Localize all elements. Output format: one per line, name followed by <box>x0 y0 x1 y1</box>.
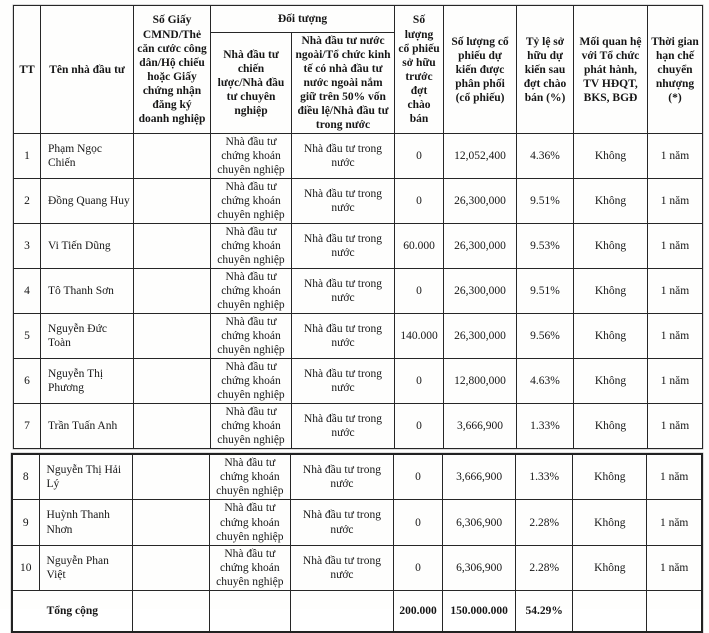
header-ownership-after: Tỷ lệ sở hữu dự kiến sau đợt chào bán (%) <box>517 6 574 134</box>
cell-investor-name: Vi Tiến Dũng <box>41 224 134 269</box>
header-investor-name: Tên nhà đầu tư <box>41 6 134 134</box>
total-row <box>12 590 702 632</box>
cell-foreign-domestic: Nhà đầu tư trong nước <box>292 134 395 179</box>
cell-relationship: Không <box>573 500 647 545</box>
cell-shares-before: 0 <box>395 134 444 179</box>
cell-ownership-after: 9.51% <box>517 269 574 314</box>
header-shares-before: Số lượng cổ phiếu sở hữu trước đợt chào bán <box>395 6 444 134</box>
cell-investor-type: Nhà đầu tư chứng khoán chuyên nghiệp <box>211 269 292 314</box>
cell-relationship: Không <box>574 179 648 224</box>
cell-shares-distributed: 26,300,000 <box>444 224 517 269</box>
cell-investor-name: Đồng Quang Huy <box>41 179 134 224</box>
cell-shares-distributed: 6,306,900 <box>443 545 516 590</box>
cell-shares-before: 60.000 <box>395 224 444 269</box>
total-label: Tổng cộng <box>12 590 132 632</box>
cell-id-document <box>132 454 209 500</box>
cell-shares-before: 0 <box>395 179 444 224</box>
header-foreign-domestic: Nhà đầu tư nước ngoài/Tổ chức kinh tế có nhà đầu tư nước ngoài nắm giữ trên 50% vốn điều lệ/Nhà đầu tư trong nước <box>292 33 395 134</box>
total-ownership-after: 54.29% <box>516 590 573 632</box>
investor-row <box>12 500 702 545</box>
cell-investor-name: Huỳnh Thanh Nhơn <box>39 500 132 545</box>
cell-ownership-after: 9.56% <box>517 314 574 359</box>
cell-investor-name: Nguyễn Phan Việt <box>39 545 132 590</box>
cell-lockup-period: 1 năm <box>648 314 703 359</box>
cell-ownership-after: 4.63% <box>517 359 574 404</box>
cell-lockup-period: 1 năm <box>648 404 703 449</box>
investor-row <box>14 314 703 359</box>
cell-shares-before: 0 <box>395 404 444 449</box>
cell-lockup-period: 1 năm <box>648 269 703 314</box>
total-relationship-empty <box>573 590 647 632</box>
cell-investor-type: Nhà đầu tư chứng khoán chuyên nghiệp <box>209 545 290 590</box>
cell-row-number: 4 <box>14 269 41 314</box>
cell-relationship: Không <box>573 454 647 500</box>
cell-ownership-after: 2.28% <box>516 545 573 590</box>
cell-row-number: 9 <box>12 500 39 545</box>
cell-investor-name: Phạm Ngọc Chiến <box>41 134 134 179</box>
cell-lockup-period: 1 năm <box>648 224 703 269</box>
table-footer <box>12 590 702 632</box>
cell-id-document <box>134 314 211 359</box>
cell-relationship: Không <box>574 224 648 269</box>
cell-relationship: Không <box>574 314 648 359</box>
cell-foreign-domestic: Nhà đầu tư trong nước <box>292 404 395 449</box>
investor-row <box>14 134 703 179</box>
cell-lockup-period: 1 năm <box>648 179 703 224</box>
investor-row <box>14 269 703 314</box>
investor-table-page1 <box>13 5 703 449</box>
cell-row-number: 3 <box>14 224 41 269</box>
total-lockup-empty <box>647 590 702 632</box>
cell-ownership-after: 9.51% <box>517 179 574 224</box>
cell-ownership-after: 4.36% <box>517 134 574 179</box>
investor-row <box>14 179 703 224</box>
investor-row <box>14 404 703 449</box>
cell-row-number: 2 <box>14 179 41 224</box>
total-foreign-domestic-empty <box>290 590 393 632</box>
header-investor-type: Nhà đầu tư chiến lược/Nhà đầu tư chuyên nghiệp <box>211 33 292 134</box>
cell-relationship: Không <box>574 134 648 179</box>
cell-shares-distributed: 12,052,400 <box>444 134 517 179</box>
cell-shares-before: 0 <box>394 500 443 545</box>
cell-id-document <box>134 359 211 404</box>
investor-row <box>12 545 702 590</box>
cell-investor-type: Nhà đầu tư chứng khoán chuyên nghiệp <box>211 314 292 359</box>
header-lockup-period: Thời gian hạn chế chuyển nhượng (*) <box>648 6 703 134</box>
investor-table-page2 <box>11 453 703 633</box>
investor-row <box>12 454 702 500</box>
table-body-page2 <box>12 454 702 590</box>
cell-investor-type: Nhà đầu tư chứng khoán chuyên nghiệp <box>209 454 290 500</box>
cell-lockup-period: 1 năm <box>647 454 702 500</box>
cell-shares-distributed: 26,300,000 <box>444 269 517 314</box>
cell-investor-type: Nhà đầu tư chứng khoán chuyên nghiệp <box>211 359 292 404</box>
cell-shares-distributed: 26,300,000 <box>444 314 517 359</box>
cell-id-document <box>134 224 211 269</box>
cell-foreign-domestic: Nhà đầu tư trong nước <box>292 179 395 224</box>
header-subject-group: Đối tượng <box>211 6 395 33</box>
cell-id-document <box>134 134 211 179</box>
header-shares-distributed: Số lượng cổ phiếu dự kiến được phân phối (cổ phiếu) <box>444 6 517 134</box>
cell-shares-distributed: 12,800,000 <box>444 359 517 404</box>
cell-row-number: 7 <box>14 404 41 449</box>
cell-investor-type: Nhà đầu tư chứng khoán chuyên nghiệp <box>211 134 292 179</box>
total-shares-before: 200.000 <box>394 590 443 632</box>
cell-shares-distributed: 3,666,900 <box>444 404 517 449</box>
cell-ownership-after: 9.53% <box>517 224 574 269</box>
cell-investor-type: Nhà đầu tư chứng khoán chuyên nghiệp <box>211 224 292 269</box>
cell-investor-type: Nhà đầu tư chứng khoán chuyên nghiệp <box>209 500 290 545</box>
header-id-document: Số Giấy CMND/Thẻ căn cước công dân/Hộ chiếu hoặc Giấy chứng nhận đăng ký doanh nghiệp <box>134 6 211 134</box>
cell-foreign-domestic: Nhà đầu tư trong nước <box>292 269 395 314</box>
cell-shares-before: 0 <box>394 545 443 590</box>
cell-investor-name: Tô Thanh Sơn <box>41 269 134 314</box>
header-row-number: TT <box>14 6 41 134</box>
cell-relationship: Không <box>574 359 648 404</box>
cell-shares-before: 0 <box>394 454 443 500</box>
cell-investor-name: Trần Tuấn Anh <box>41 404 134 449</box>
cell-ownership-after: 2.28% <box>516 500 573 545</box>
cell-row-number: 10 <box>12 545 39 590</box>
cell-shares-distributed: 6,306,900 <box>443 500 516 545</box>
investor-row <box>14 359 703 404</box>
cell-row-number: 6 <box>14 359 41 404</box>
cell-ownership-after: 1.33% <box>516 454 573 500</box>
total-investor-type-empty <box>209 590 290 632</box>
cell-lockup-period: 1 năm <box>647 545 702 590</box>
cell-relationship: Không <box>573 545 647 590</box>
investor-row <box>14 224 703 269</box>
cell-shares-distributed: 3,666,900 <box>443 454 516 500</box>
cell-row-number: 5 <box>14 314 41 359</box>
table-body-page1 <box>14 134 703 449</box>
cell-ownership-after: 1.33% <box>517 404 574 449</box>
header-relationship: Mối quan hệ với Tổ chức phát hành, TV HĐQT, BKS, BGĐ <box>574 6 648 134</box>
cell-foreign-domestic: Nhà đầu tư trong nước <box>292 224 395 269</box>
cell-row-number: 1 <box>14 134 41 179</box>
cell-foreign-domestic: Nhà đầu tư trong nước <box>292 359 395 404</box>
cell-id-document <box>134 179 211 224</box>
cell-foreign-domestic: Nhà đầu tư trong nước <box>290 545 393 590</box>
cell-id-document <box>134 269 211 314</box>
cell-lockup-period: 1 năm <box>648 134 703 179</box>
total-id-document-empty <box>132 590 209 632</box>
cell-lockup-period: 1 năm <box>648 359 703 404</box>
cell-investor-type: Nhà đầu tư chứng khoán chuyên nghiệp <box>211 179 292 224</box>
cell-shares-distributed: 26,300,000 <box>444 179 517 224</box>
cell-shares-before: 0 <box>395 269 444 314</box>
cell-lockup-period: 1 năm <box>647 500 702 545</box>
cell-id-document <box>132 500 209 545</box>
cell-shares-before: 140.000 <box>395 314 444 359</box>
cell-relationship: Không <box>574 404 648 449</box>
cell-foreign-domestic: Nhà đầu tư trong nước <box>292 314 395 359</box>
cell-foreign-domestic: Nhà đầu tư trong nước <box>290 454 393 500</box>
cell-relationship: Không <box>574 269 648 314</box>
cell-id-document <box>132 545 209 590</box>
cell-shares-before: 0 <box>395 359 444 404</box>
cell-investor-name: Nguyễn Đức Toàn <box>41 314 134 359</box>
cell-investor-type: Nhà đầu tư chứng khoán chuyên nghiệp <box>211 404 292 449</box>
cell-row-number: 8 <box>12 454 39 500</box>
total-shares-distributed: 150.000.000 <box>443 590 516 632</box>
cell-investor-name: Nguyễn Thị Hải Lý <box>39 454 132 500</box>
cell-investor-name: Nguyễn Thị Phương <box>41 359 134 404</box>
cell-id-document <box>134 404 211 449</box>
table-header <box>14 6 703 134</box>
cell-foreign-domestic: Nhà đầu tư trong nước <box>290 500 393 545</box>
